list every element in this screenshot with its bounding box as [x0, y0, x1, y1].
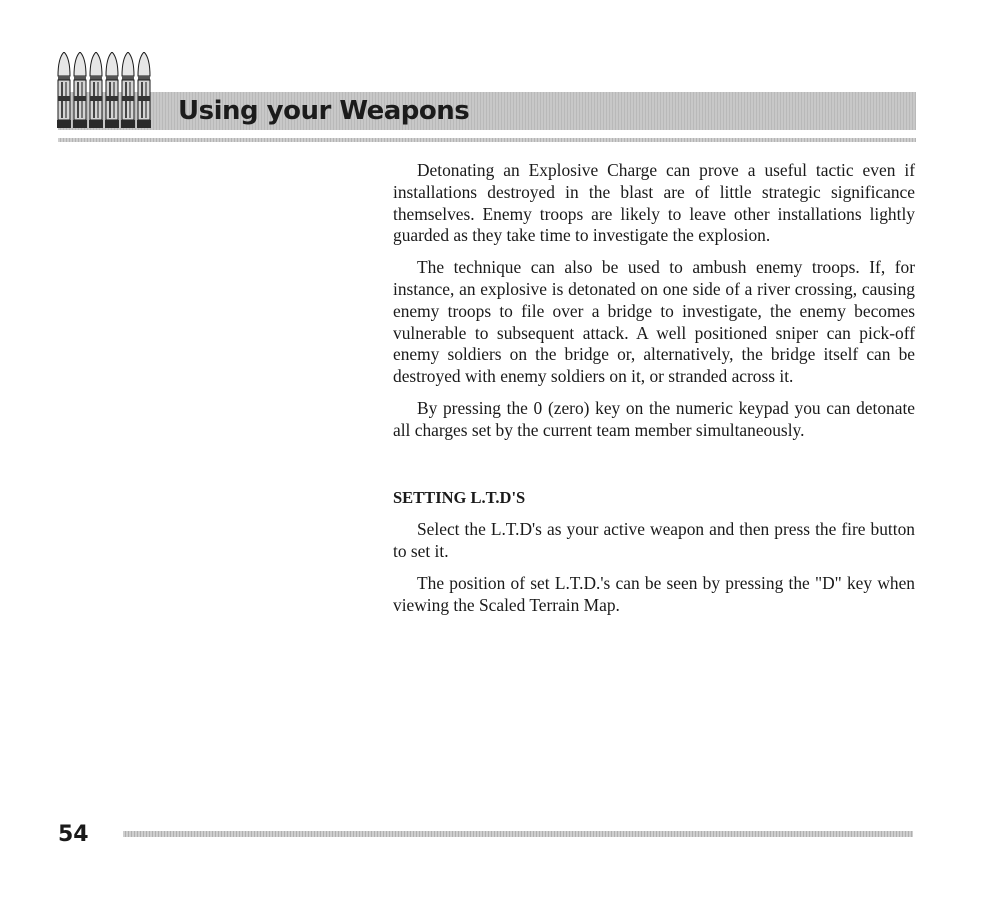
paragraph: By pressing the 0 (zero) key on the numeric keypad you can detonate all charges set by the current team member simultaneously.	[393, 397, 915, 440]
paragraph: The position of set L.T.D.'s can be seen by pressing the "D" key when viewing the Scaled Terrain Map.	[393, 572, 915, 615]
paragraph: Select the L.T.D's as your active weapon and then press the fire button to set it.	[393, 519, 915, 562]
paragraph: The technique can also be used to ambush enemy troops. If, for instance, an explosive is detonated on one side of a river crossing, causing enemy troops to file over a bridge to investigate, the enemy becomes vulnerable to subsequent attack. A well positioned sniper can pick-off enemy soldiers on the bridge or, alternatively, the bridge itself can be destroyed with enemy soldiers on it, or stranded across it.	[393, 257, 915, 387]
paragraph: Detonating an Explosive Charge can prove a useful tactic even if installations destroyed in the blast are of little strategic significance themselves. Enemy troops are likely to leave other installations lightly guarded as they take time to investigate the explosion.	[393, 160, 915, 246]
ammunition-bullets-icon	[57, 52, 157, 134]
main-content	[393, 160, 915, 627]
footer-divider	[123, 831, 913, 837]
header-divider	[58, 138, 916, 142]
section-heading: SETTING L.T.D'S	[393, 487, 526, 507]
page-number: 54	[58, 822, 89, 847]
page-title: Using your Weapons	[178, 96, 470, 126]
